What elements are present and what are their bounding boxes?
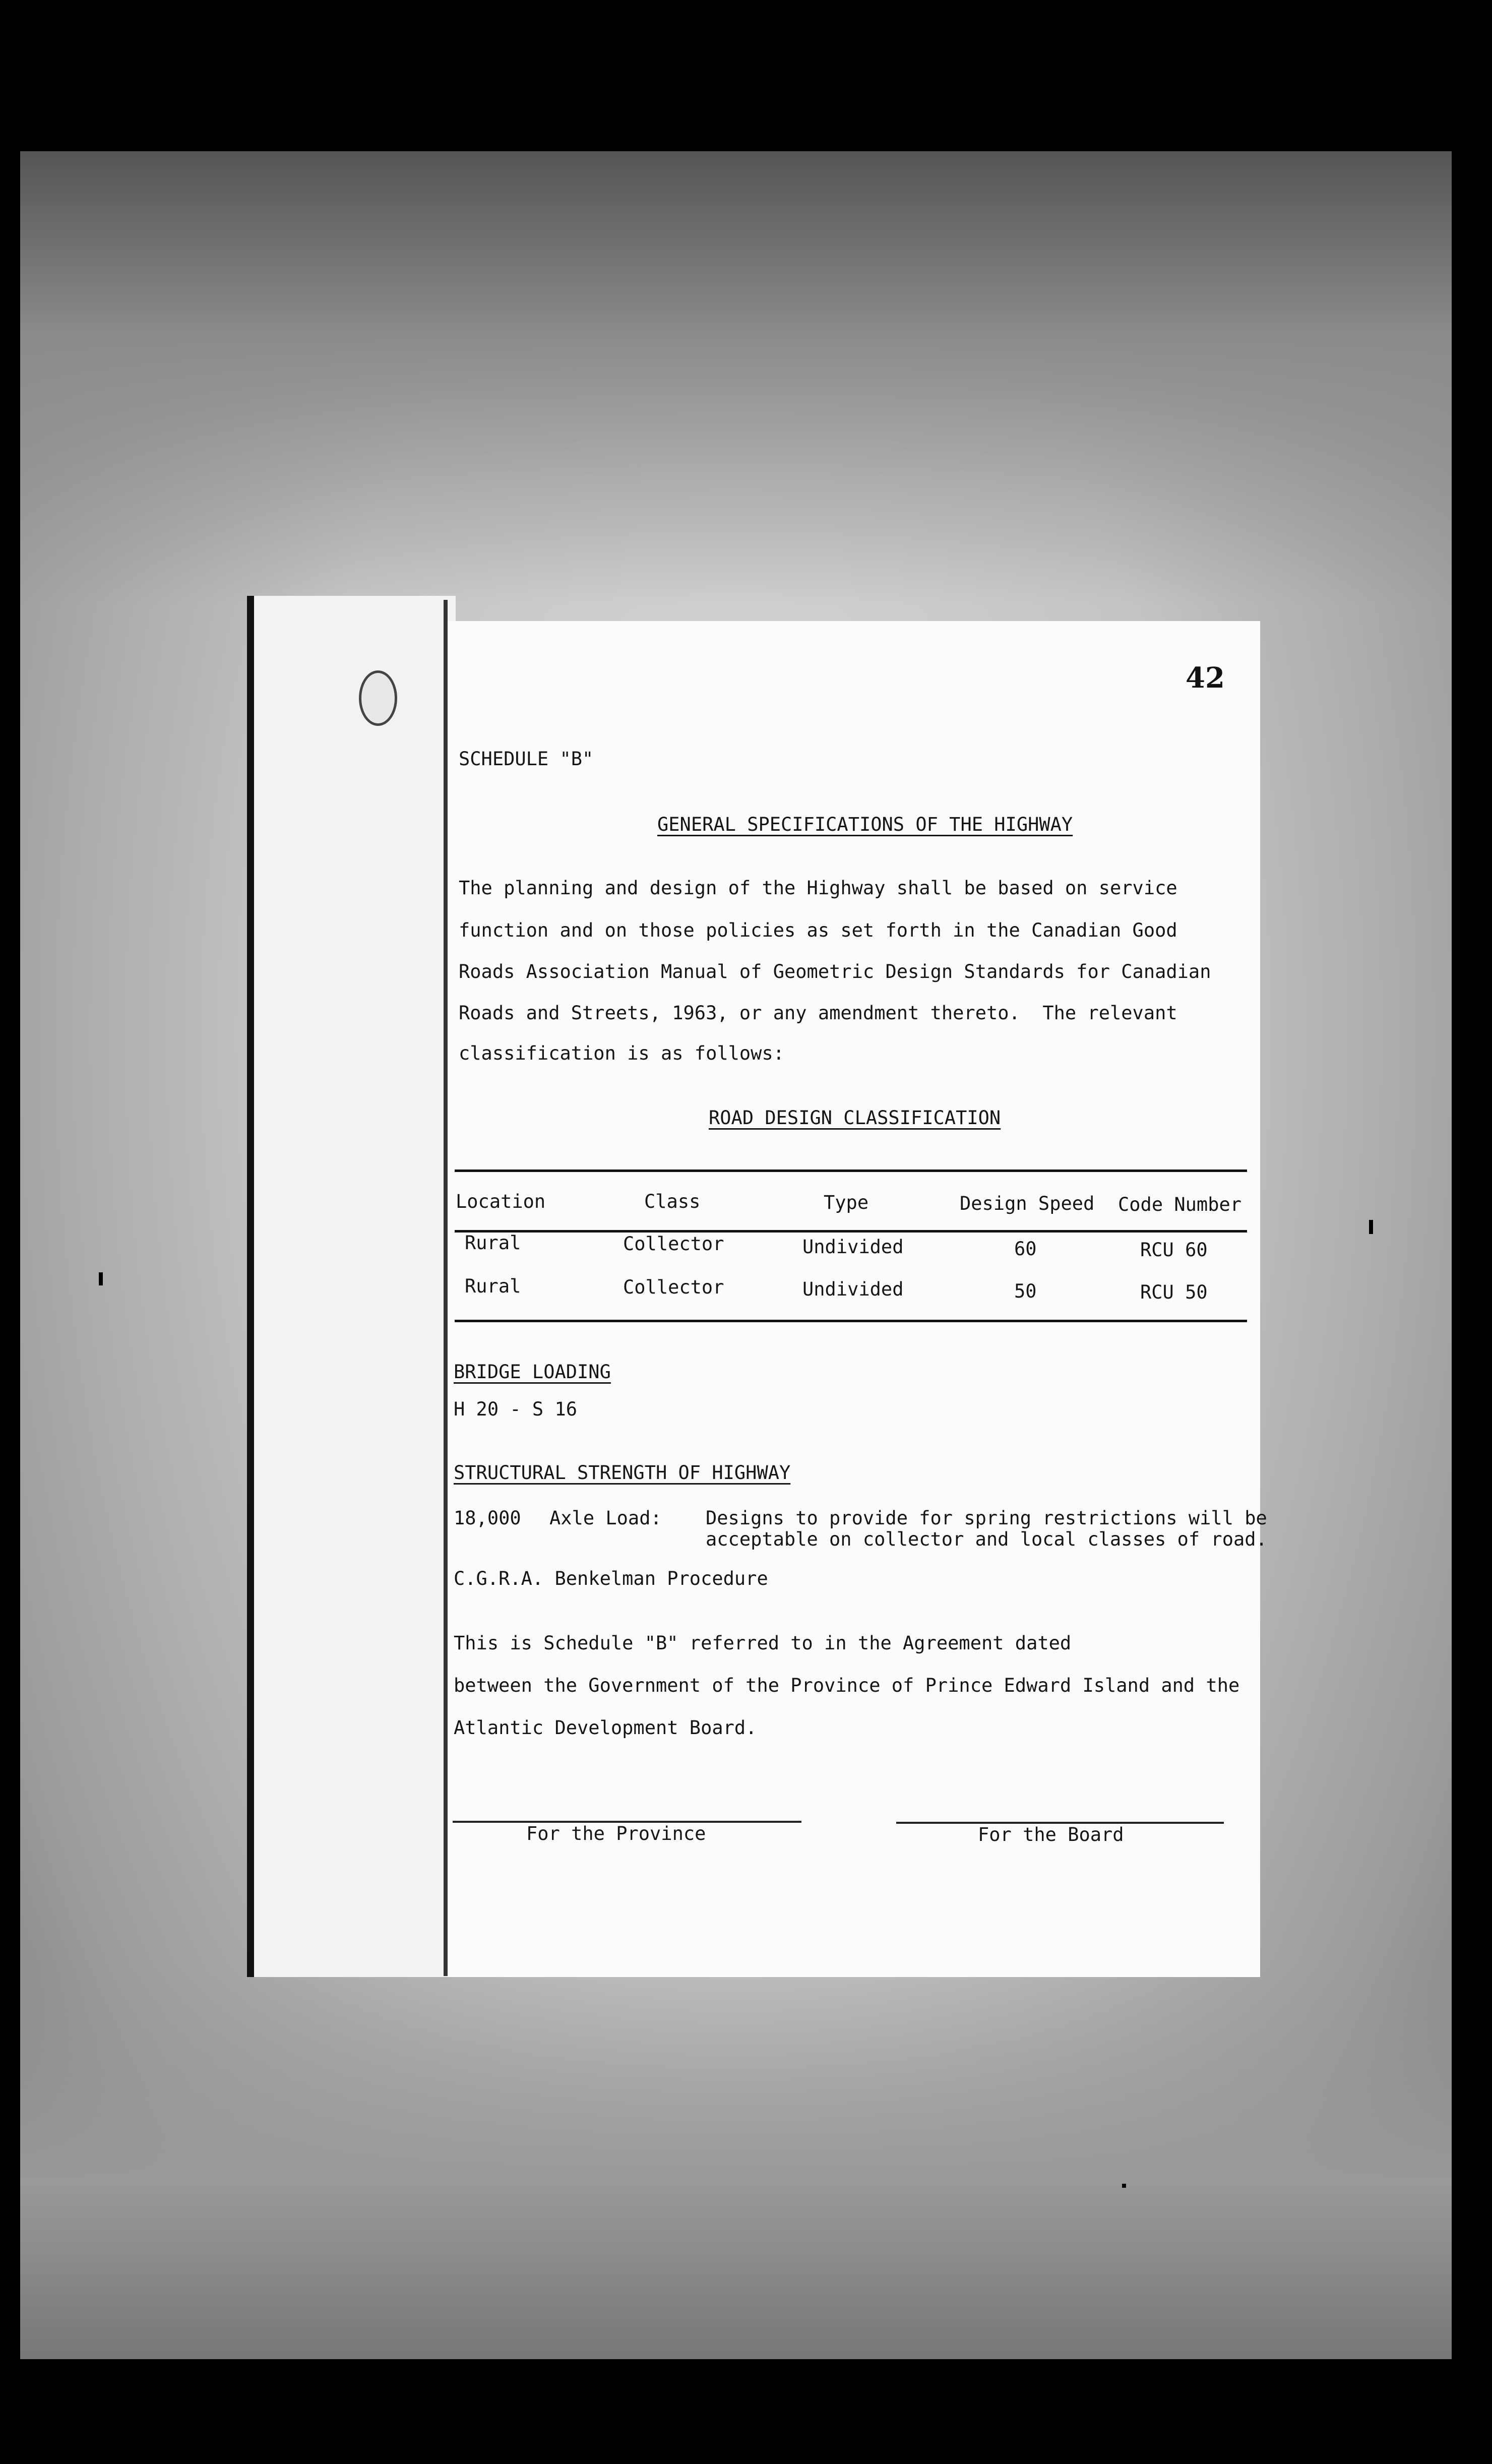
bridge-loading-heading: BRIDGE LOADING <box>454 1361 611 1383</box>
axle-load-label: Axle Load: <box>549 1507 662 1529</box>
film-top-shading <box>20 151 1452 605</box>
cell-class: Collector <box>623 1276 724 1298</box>
intro-line: function and on those policies as set forth in the Canadian Good <box>459 919 1177 941</box>
table-title: ROAD DESIGN CLASSIFICATION <box>709 1107 1001 1129</box>
cell-location: Rural <box>465 1232 521 1254</box>
table-header-rule <box>455 1230 1247 1233</box>
intro-line: Roads Association Manual of Geometric Design Standards for Canadian <box>459 961 1211 982</box>
cell-design-speed: 60 <box>1014 1238 1037 1260</box>
scan-speck <box>99 1272 103 1285</box>
schedule-label: SCHEDULE "B" <box>459 748 594 770</box>
strength-note-line: Designs to provide for spring restrictions will be <box>706 1507 1267 1529</box>
film-bottom-shading <box>20 1966 1452 2359</box>
cell-class: Collector <box>623 1233 724 1255</box>
province-signature-label: For the Province <box>526 1823 706 1844</box>
scan-speck <box>1369 1220 1373 1234</box>
intro-line: Roads and Streets, 1963, or any amendment thereto. The relevant <box>459 1002 1177 1024</box>
header-location: Location <box>456 1191 546 1212</box>
intro-line: classification is as follows: <box>459 1042 785 1064</box>
closing-line: Atlantic Development Board. <box>454 1717 757 1739</box>
axle-load-value: 18,000 <box>454 1507 521 1529</box>
closing-line: between the Government of the Province of Prince Edward Island and the <box>454 1675 1240 1696</box>
punch-hole <box>359 670 397 726</box>
main-title: GENERAL SPECIFICATIONS OF THE HIGHWAY <box>657 814 1073 835</box>
intro-line: The planning and design of the Highway shall be based on service <box>459 877 1177 899</box>
binding-strip <box>247 596 456 1977</box>
strength-note-line: acceptable on collector and local classes of road. <box>706 1528 1267 1550</box>
header-code-number: Code Number <box>1118 1194 1242 1215</box>
cell-location: Rural <box>465 1275 521 1297</box>
benkelman-procedure: C.G.R.A. Benkelman Procedure <box>454 1568 768 1589</box>
closing-line: This is Schedule "B" referred to in the Agreement dated <box>454 1632 1072 1654</box>
header-design-speed: Design Speed <box>960 1193 1095 1214</box>
bridge-loading-value: H 20 - S 16 <box>454 1398 578 1420</box>
binding-edge-line <box>444 600 448 1976</box>
table-bottom-rule <box>455 1320 1247 1322</box>
cell-type: Undivided <box>802 1236 904 1258</box>
board-signature-label: For the Board <box>978 1824 1124 1845</box>
cell-type: Undivided <box>802 1278 904 1300</box>
cell-code-number: RCU 50 <box>1140 1281 1208 1303</box>
header-class: Class <box>644 1191 701 1212</box>
header-type: Type <box>824 1192 869 1213</box>
scan-speck <box>1122 2184 1126 2188</box>
table-top-rule <box>455 1169 1247 1172</box>
cell-code-number: RCU 60 <box>1140 1239 1208 1261</box>
structural-strength-heading: STRUCTURAL STRENGTH OF HIGHWAY <box>454 1462 791 1484</box>
cell-design-speed: 50 <box>1014 1280 1037 1302</box>
page-number: 42 <box>1186 661 1225 695</box>
